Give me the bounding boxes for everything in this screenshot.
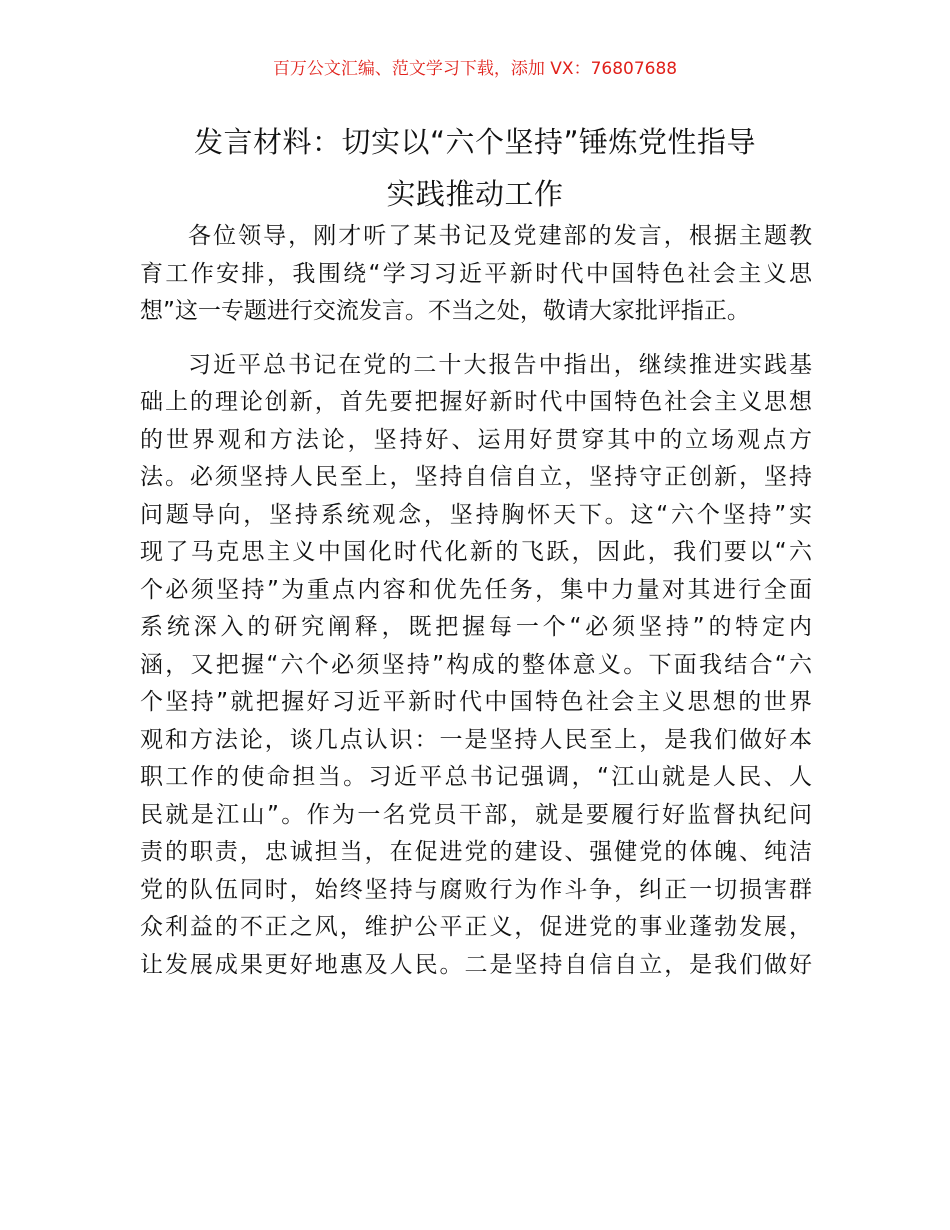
text-line: 想”这一专题进行交流发言。不当之处，敬请大家批评指正。 (140, 298, 750, 324)
text-line: 民就是江山”。作为一名党员干部，就是要履行好监督执纪问 (140, 801, 812, 828)
text-line: 各位领导，刚才听了某书记及党建部的发言，根据主题教 (188, 223, 812, 249)
text-line: 系统深入的研究阐释，既把握每一个“必须坚持”的特定内 (140, 614, 812, 640)
text-line: 法。必须坚持人民至上，坚持自信自立，坚持守正创新，坚持 (140, 464, 812, 490)
title-line-1: 发言材料：切实以“六个坚持”锤炼党性指导 (193, 125, 757, 159)
text-line: 育工作安排，我围绕“学习习近平新时代中国特色社会主义思 (140, 260, 812, 287)
text-line: 观和方法论，谈几点认识：一是坚持人民至上，是我们做好本 (140, 726, 812, 753)
text-line: 党的队伍同时，始终坚持与腐败行为作斗争，纠正一切损害群 (140, 876, 812, 903)
text-line: 职工作的使命担当。习近平总书记强调，“江山就是人民、人 (140, 764, 812, 790)
text-line: 涵，又把握“六个必须坚持”构成的整体意义。下面我结合“六 (140, 651, 812, 678)
paragraph-1 (140, 218, 812, 331)
text-line: 习近平总书记在党的二十大报告中指出，继续推进实践基 (188, 351, 812, 378)
text-line: 的世界观和方法论，坚持好、运用好贯穿其中的立场观点方 (140, 426, 812, 453)
paragraph-2 (140, 347, 812, 985)
document-title (140, 116, 810, 220)
text-line: 责的职责，忠诚担当，在促进党的建设、强健党的体魄、纯洁 (140, 839, 812, 865)
text-line: 让发展成果更好地惠及人民。二是坚持自信自立，是我们做好 (140, 951, 812, 978)
text-line: 个必须坚持”为重点内容和优先任务，集中力量对其进行全面 (140, 576, 812, 603)
text-line: 众利益的不正之风，维护公平正义，促进党的事业蓬勃发展， (140, 914, 812, 940)
title-line-2: 实践推动工作 (386, 177, 564, 211)
text-line: 个坚持”就把握好习近平新时代中国特色社会主义思想的世界 (140, 689, 812, 715)
text-line: 问题导向，坚持系统观念，坚持胸怀天下。这“六个坚持”实 (140, 501, 812, 528)
text-line: 现了马克思主义中国化时代化新的飞跃，因此，我们要以“六 (140, 539, 812, 565)
document-body (140, 218, 812, 984)
header-banner: 百万公文汇编、范文学习下载，添加 VX：76807688 (272, 59, 678, 79)
text-line: 础上的理论创新，首先要把握好新时代中国特色社会主义思想 (140, 389, 812, 415)
